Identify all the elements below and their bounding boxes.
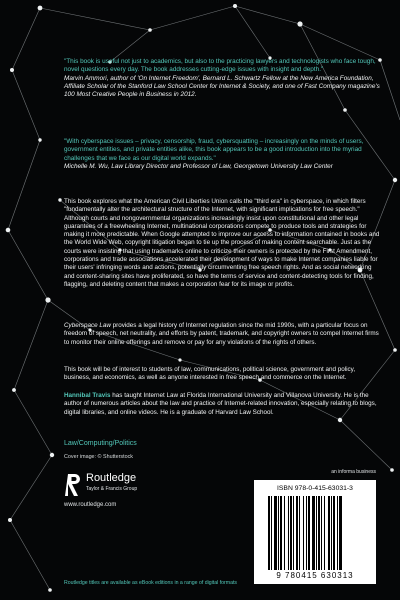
- subject-category: Law/Computing/Politics: [64, 440, 137, 447]
- quote-text: "This book is useful not just to academics, but also to the practicing lawyers and technologists who face tough, novel questions every day. The book addresses cutting-edge issues with insight and depth.": [64, 58, 376, 74]
- description-paragraph: This book will be of interest to students of law, communications, political science, government and policy, business, and economics, as well as anyone interested in free speech and commerce on the Internet.: [64, 366, 356, 382]
- author-bio: [64, 392, 380, 417]
- cover-credit: Cover image: © Shutterstock: [64, 454, 133, 460]
- quote-michelle-wu: [64, 138, 380, 171]
- book-description: [64, 198, 380, 289]
- quote-marvin-ammori: [64, 58, 380, 99]
- barcode-number: 9 780415 630313: [276, 571, 354, 580]
- audience-note: [64, 366, 380, 383]
- publisher-name: Routledge: [86, 472, 137, 484]
- book-title: Cyberspace Law: [64, 322, 111, 329]
- imprint-note: an informa business: [331, 469, 376, 475]
- author-name: Hannibal Travis: [64, 392, 111, 399]
- quote-attribution: Michelle M. Wu, Law Library Director and Professor of Law, Georgetown University Law Center: [64, 162, 333, 170]
- barcode-icon: [268, 496, 362, 570]
- ebook-note: Routledge titles are available as eBook editions in a range of digital formats: [64, 580, 238, 586]
- description-paragraph: [64, 322, 380, 347]
- book-summary: [64, 322, 380, 347]
- quote-attribution: Marvin Ammori, author of 'On Internet Freedom', Bernard L. Schwartz Fellow at the New America Foundation, Affiliate Scholar of the Stanford Law School Center for Internet & Society, and one of Fast Company magazine's 100 Most Creative People in Business in 2012.: [64, 74, 380, 99]
- publisher-website: www.routledge.com: [64, 502, 117, 508]
- summary-text: provides a legal history of Internet regulation since the mid 1990s, with a particular focus on freedom of speech, net neutrality, and efforts by patent, trademark, and copyright owners to compel Internet firms to monitor their online offerings and remove or pay for any violations of the rights of others.: [64, 322, 379, 346]
- barcode-panel: [254, 480, 376, 584]
- description-paragraph: This book explores what the American Civil Liberties Union calls the "third era" in cyberspace, in which filters "fundamentally alter the architectural structure of the Internet, with significant implications for free speech." Although courts and nongovernmental organizations increasingly insist upon constitutional and other legal guarantees of a freewheeling Internet, multinational corporations compete to produce tools and strategies for making it more predictable. When Google attempted to improve our access to information contained in books and the World Wide Web, copyright litigation began to tie up the process of making content searchable. Just as the courts were insisting that using trademarks online to criticize their owners is protected by the First Amendment, corporations and trade associations accelerated their development of ways to make Internet companies liable for their users' infringing words and actions, potentially circumventing free speech rights. And as social networking and content-sharing sites have proliferated, so have the terms of service and content-detecting tools for finding, flagging, and deleting content that makes a corporation fear for its image or profits.: [64, 198, 380, 288]
- author-bio-text: has taught Internet Law at Florida International University and Villanova University. He is the author of numerous articles about the law and practice of Internet-related innovation, especially relating to blogs, digital libraries, and online videos. He is a graduate of Harvard Law School.: [64, 392, 377, 416]
- routledge-logo-icon: [64, 472, 82, 498]
- isbn: ISBN 978-0-415-63031-3: [277, 485, 353, 492]
- author-bio-paragraph: [64, 392, 380, 417]
- publisher-group: Taylor & Francis Group: [86, 486, 138, 492]
- quote-text: "With cyberspace issues – privacy, censorship, fraud, cybersquatting – increasingly on the minds of users, government entities, and private entities alike, this book appears to be a good introduction into the myriad challenges that we face as our digital world expands.": [64, 138, 364, 162]
